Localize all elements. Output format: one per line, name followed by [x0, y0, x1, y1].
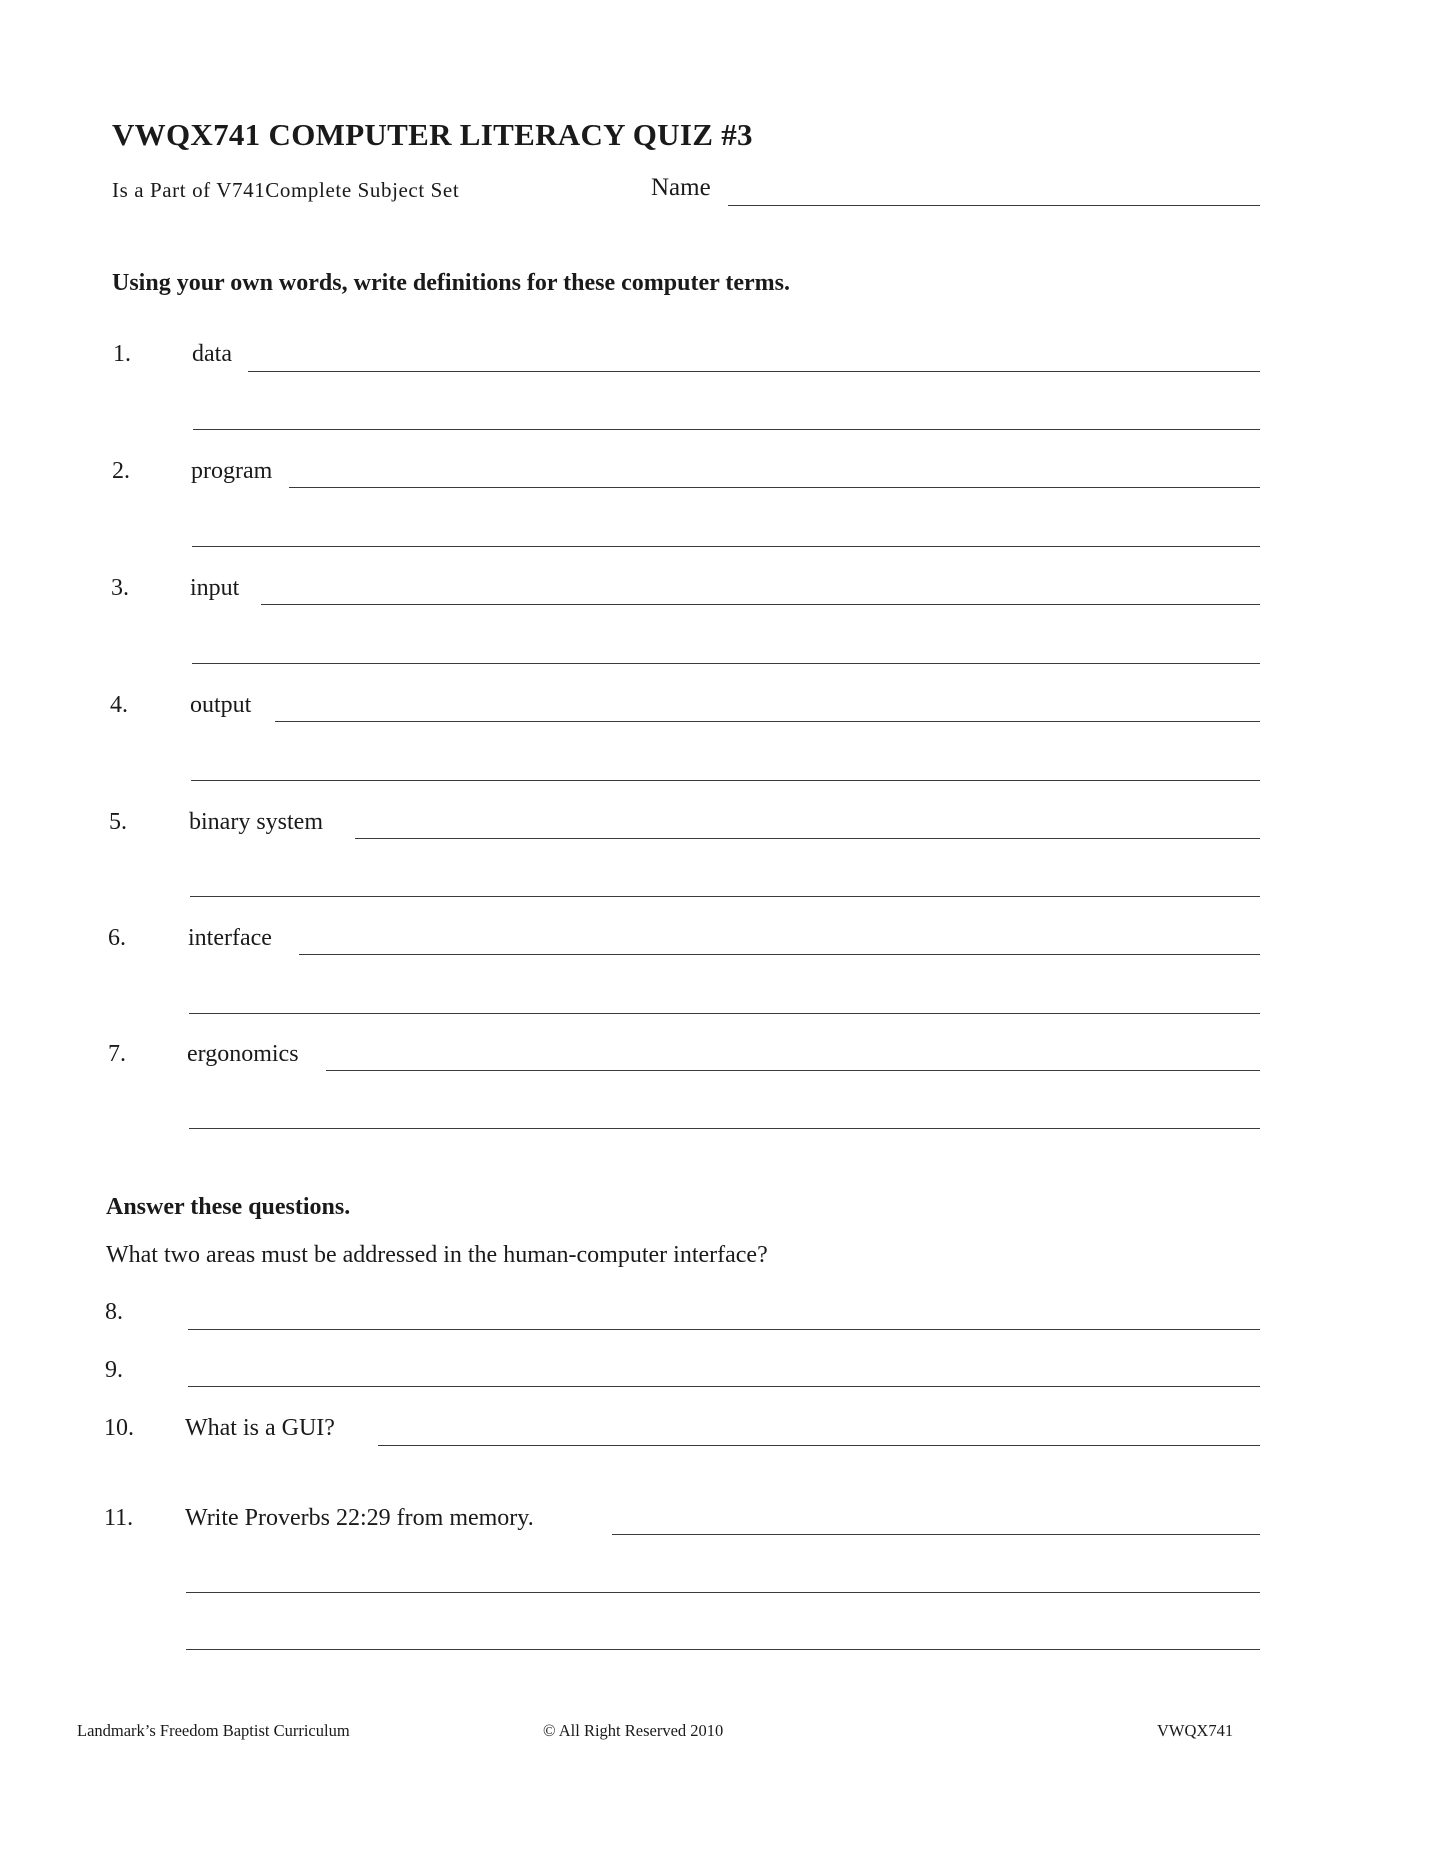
section1-instructions: Using your own words, write definitions for these computer terms.: [112, 270, 790, 296]
item-term: output: [190, 692, 252, 718]
answer-line-8[interactable]: [188, 1329, 1260, 1330]
answer-line-5b[interactable]: [190, 896, 1260, 897]
item-number: 7.: [108, 1041, 126, 1067]
section2-instructions: Answer these questions.: [106, 1194, 351, 1220]
answer-line-6a[interactable]: [299, 954, 1260, 955]
answer-line-11b[interactable]: [186, 1592, 1260, 1593]
section2-question: What two areas must be addressed in the human-computer interface?: [106, 1242, 768, 1268]
answer-line-10[interactable]: [378, 1445, 1260, 1446]
footer-code: VWQX741: [1157, 1721, 1234, 1740]
name-label: Name: [651, 174, 711, 201]
answer-line-2b[interactable]: [192, 546, 1260, 547]
answer-line-11c[interactable]: [186, 1649, 1260, 1650]
answer-line-9[interactable]: [188, 1386, 1260, 1387]
answer-line-1a[interactable]: [248, 371, 1260, 372]
item-term: data: [192, 341, 232, 367]
subtitle: Is a Part of V741Complete Subject Set: [112, 178, 460, 202]
item-number: 5.: [109, 809, 127, 835]
answer-line-4b[interactable]: [191, 780, 1260, 781]
name-field[interactable]: [728, 205, 1260, 206]
answer-line-7b[interactable]: [189, 1128, 1260, 1129]
item-number: 4.: [110, 692, 128, 718]
answer-line-3b[interactable]: [192, 663, 1260, 664]
item-question: Write Proverbs 22:29 from memory.: [185, 1505, 534, 1531]
item-question: What is a GUI?: [185, 1415, 335, 1441]
item-number: 6.: [108, 925, 126, 951]
answer-line-1b[interactable]: [193, 429, 1260, 430]
answer-line-5a[interactable]: [355, 838, 1260, 839]
answer-line-3a[interactable]: [261, 604, 1260, 605]
answer-line-6b[interactable]: [189, 1013, 1260, 1014]
item-term: ergonomics: [187, 1041, 299, 1067]
item-number: 10.: [104, 1415, 134, 1441]
item-number: 2.: [112, 458, 130, 484]
item-term: program: [191, 458, 273, 484]
item-term: interface: [188, 925, 272, 951]
footer-publisher: Landmark’s Freedom Baptist Curriculum: [77, 1721, 350, 1740]
answer-line-4a[interactable]: [275, 721, 1260, 722]
item-term: binary system: [189, 809, 323, 835]
item-number: 11.: [104, 1505, 134, 1531]
answer-line-11a[interactable]: [612, 1534, 1260, 1535]
footer-copyright: © All Right Reserved 2010: [543, 1721, 724, 1740]
item-number: 3.: [111, 575, 129, 601]
answer-line-2a[interactable]: [289, 487, 1260, 488]
item-number: 1.: [113, 341, 131, 367]
item-number: 8.: [105, 1299, 123, 1325]
item-term: input: [190, 575, 240, 601]
answer-line-7a[interactable]: [326, 1070, 1260, 1071]
item-number: 9.: [105, 1357, 123, 1383]
page-title: VWQX741 COMPUTER LITERACY QUIZ #3: [112, 117, 753, 152]
